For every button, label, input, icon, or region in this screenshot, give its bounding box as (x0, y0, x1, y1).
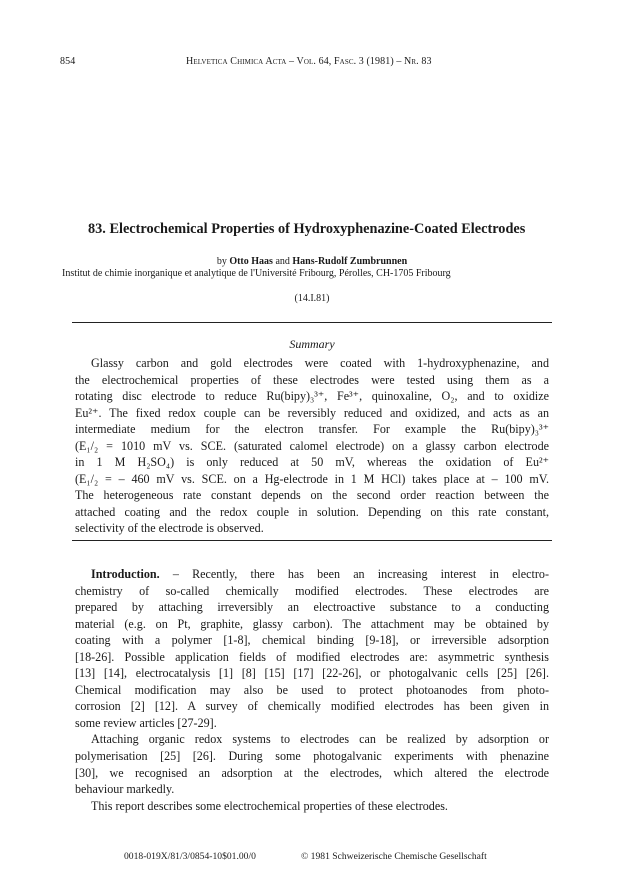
text-line: the electrochemical properties of these electrodes were tested using them as a (75, 372, 549, 387)
text-line (75, 566, 549, 583)
text-line: some review articles [27-29]. (75, 715, 217, 730)
text-line: Eu²⁺. The fixed redox couple can be reversibly reduced and oxidized, and acts as an (75, 405, 549, 420)
running-header: Helvetica Chimica Acta – Vol. 64, Fasc. 3 (1981) – Nr. 83 (186, 56, 432, 67)
summary-paragraph (75, 355, 549, 537)
text-line: chemistry of so-called chemically modified electrodes. These electrodes are (75, 583, 549, 598)
footer-copyright: © 1981 Schweizerische Chemische Gesellschaft (301, 851, 487, 862)
authors-conjunction: and (272, 256, 293, 267)
text-line: rotating disc electrode to reduce Ru(bipy)₃³⁺, Fe³⁺, quinoxaline, O₂, and to oxidize (75, 389, 549, 404)
article-title: 83. Electrochemical Properties of Hydroxyphenazine-Coated Electrodes (88, 221, 526, 237)
page-number: 854 (60, 56, 76, 67)
authors-prefix: by (216, 256, 230, 267)
footer-code: 0018-019X/81/3/0854-10$01.00/0 (124, 851, 256, 862)
text-line: Attaching organic redox systems to electrodes can be realized by adsorption or (91, 732, 549, 747)
text-line: The heterogeneous rate constant depends on the second order reaction between the (75, 488, 549, 503)
text-line: This report describes some electrochemical properties of these electrodes. (91, 798, 448, 813)
affiliation: Institut de chimie inorganique et analytique de l'Université Fribourg, Pérolles, CH-1705 Fribourg (62, 268, 451, 279)
authors-line (0, 256, 624, 267)
text-line: intermediate medium for the electron transfer. For example the Ru(bipy)₃³⁺ (75, 422, 549, 437)
text-line: [18-26]. Possible application fields of modified electrodes are: asymmetric synthesis (75, 649, 549, 664)
author-name: Otto Haas (229, 256, 273, 267)
text-line: material (e.g. on Pt, graphite, glassy carbon). The attachment may be obtained by (75, 616, 549, 631)
received-date: (14.I.81) (294, 293, 330, 304)
divider-rule (72, 540, 552, 541)
text-line: corrosion [2] [12]. A survey of chemically modified electrodes has been given in (75, 699, 549, 714)
text-line: [13] [14], electrocatalysis [1] [8] [15] [17] [22-26], or photogalvanic cells [25] [26]. (75, 666, 549, 681)
text-line: Chemical modification may also be used to protect photoanodes from photo- (75, 682, 549, 697)
introduction-section (75, 566, 549, 814)
text-line: (E₁/₂ = – 460 mV vs. SCE. on a Hg-electrode in 1 M HCl) takes place at – 100 mV. (75, 471, 549, 486)
text-line: coating with a polymer [1-8], chemical binding [9-18], or irreversible adsorption (75, 633, 549, 648)
text-line: attached coating and the redox couple in solution. Depending on this rate constant, (75, 504, 549, 519)
text-line: selectivity of the electrode is observed. (75, 521, 264, 536)
divider-rule (72, 322, 552, 323)
author-name: Hans-Rudolf Zumbrunnen (292, 256, 408, 267)
summary-heading: Summary (289, 337, 335, 351)
text-run: – Recently, there has been an increasing interest in electro- (159, 567, 549, 581)
text-line: [30], we recognised an adsorption at the electrodes, which altered the electrode (75, 765, 549, 780)
text-line: behaviour markedly. (75, 782, 175, 797)
text-line: polymerisation [25] [26]. During some photogalvanic experiments with phenazine (75, 749, 549, 764)
text-line: prepared by attaching irreversibly an electroactive substance to a conducting (75, 600, 549, 615)
introduction-heading: Introduction. (91, 567, 160, 581)
text-line: Glassy carbon and gold electrodes were coated with 1-hydroxyphenazine, and (91, 356, 549, 370)
text-line: (E₁/₂ = 1010 mV vs. SCE. (saturated calomel electrode) on a glassy carbon electrode (75, 438, 549, 453)
text-line: in 1 M H₂SO₄) is only reduced at 50 mV, whereas the oxidation of Eu²⁺ (75, 455, 549, 470)
